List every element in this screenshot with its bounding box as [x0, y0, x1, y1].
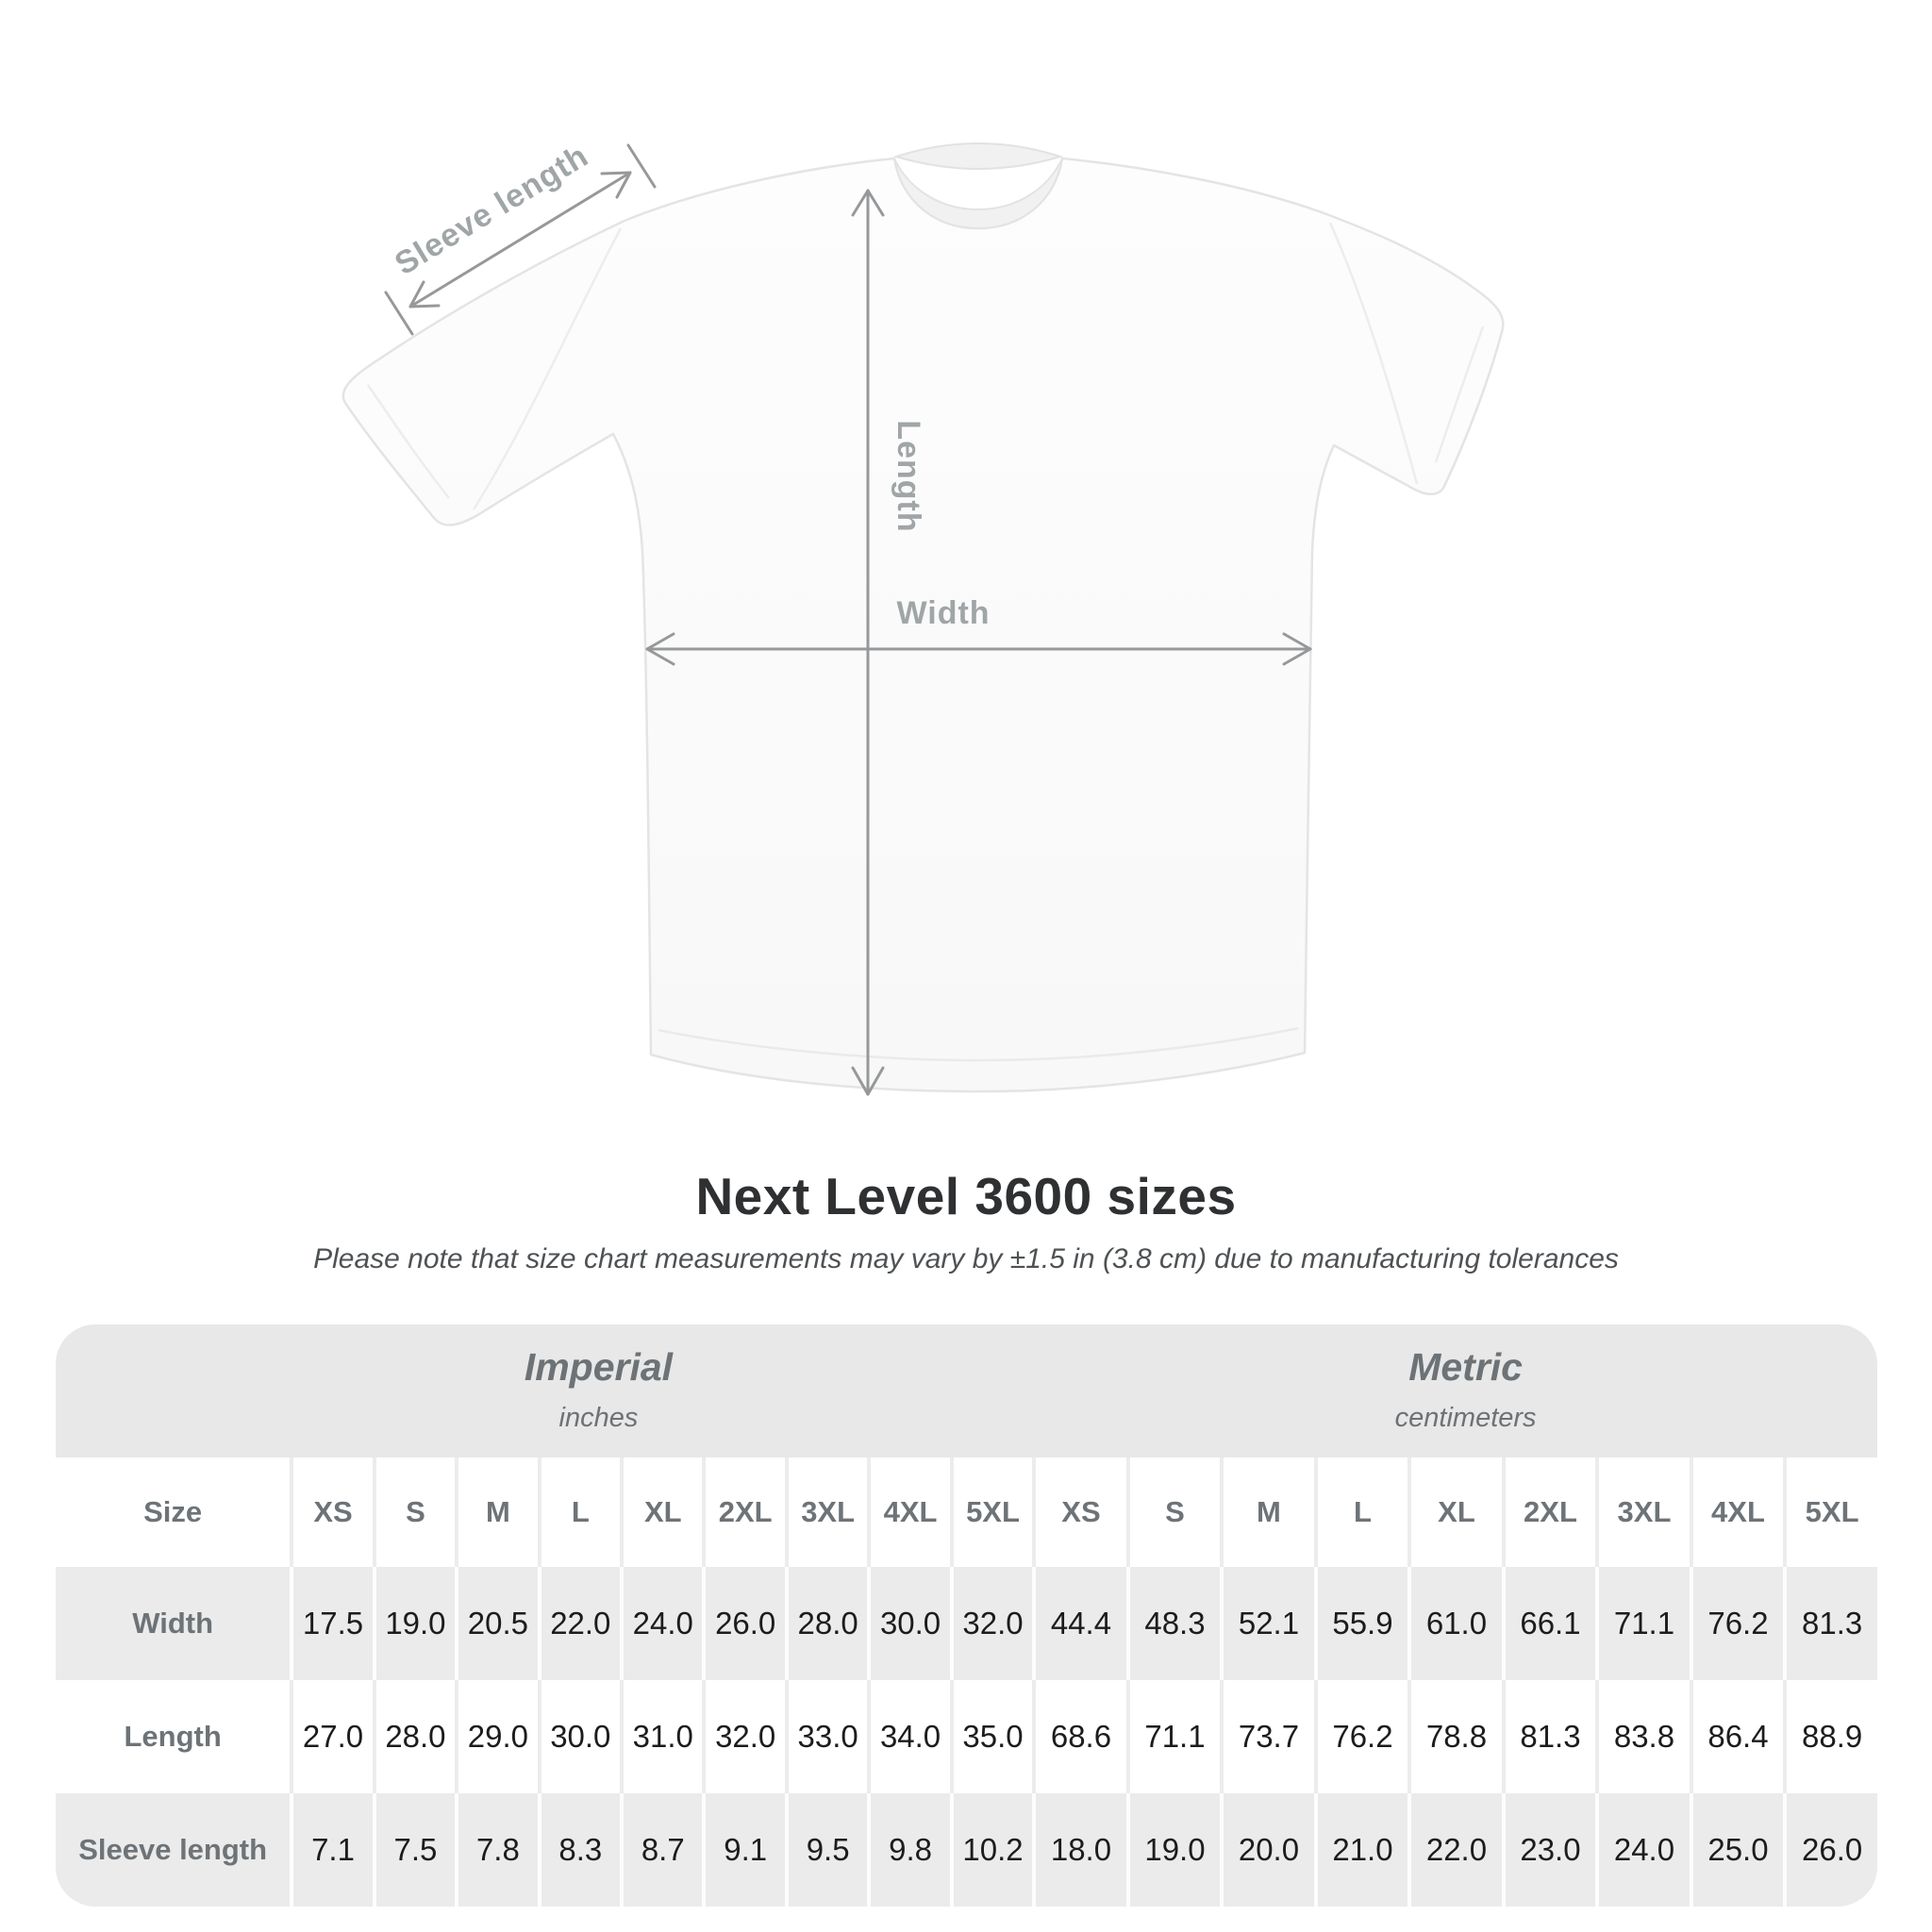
- table-row-sleeve-length: [56, 1793, 1877, 1907]
- page-title: Next Level 3600 sizes: [695, 1167, 1237, 1225]
- metric-header: [1395, 1345, 1537, 1434]
- value-cell: 31.0: [620, 1680, 702, 1793]
- value-cell: 81.3: [1783, 1567, 1877, 1680]
- size-header: L: [538, 1457, 620, 1567]
- value-cell: 20.5: [455, 1567, 537, 1680]
- value-cell: 26.0: [1783, 1793, 1877, 1907]
- value-cell: 83.8: [1595, 1680, 1690, 1793]
- imperial-title: Imperial: [524, 1345, 674, 1389]
- value-cell: 30.0: [867, 1567, 949, 1680]
- value-cell: 20.0: [1220, 1793, 1314, 1907]
- table-row-width: [56, 1567, 1877, 1680]
- size-header: 2XL: [702, 1457, 784, 1567]
- value-cell: 8.7: [620, 1793, 702, 1907]
- value-cell: 61.0: [1407, 1567, 1502, 1680]
- size-header: M: [1220, 1457, 1314, 1567]
- value-cell: 48.3: [1126, 1567, 1221, 1680]
- size-header: XS: [290, 1457, 372, 1567]
- value-cell: 22.0: [538, 1567, 620, 1680]
- size-header: S: [373, 1457, 455, 1567]
- value-cell: 28.0: [785, 1567, 867, 1680]
- size-header: M: [455, 1457, 537, 1567]
- collar: [896, 143, 1060, 169]
- value-cell: 9.5: [785, 1793, 867, 1907]
- value-cell: 22.0: [1407, 1793, 1502, 1907]
- value-cell: 44.4: [1032, 1567, 1126, 1680]
- value-cell: 78.8: [1407, 1680, 1502, 1793]
- imperial-unit: inches: [558, 1403, 639, 1433]
- size-header: XL: [620, 1457, 702, 1567]
- value-cell: 76.2: [1314, 1680, 1408, 1793]
- value-cell: 9.8: [867, 1793, 949, 1907]
- size-column-header: Size: [143, 1495, 203, 1528]
- value-cell: 32.0: [950, 1567, 1032, 1680]
- size-header: 5XL: [1783, 1457, 1877, 1567]
- table-row-length: [56, 1680, 1877, 1793]
- value-cell: 25.0: [1690, 1793, 1784, 1907]
- value-cell: 68.6: [1032, 1680, 1126, 1793]
- metric-title: Metric: [1408, 1345, 1523, 1389]
- value-cell: 73.7: [1220, 1680, 1314, 1793]
- value-cell: 81.3: [1502, 1680, 1596, 1793]
- size-header: 3XL: [1595, 1457, 1690, 1567]
- size-header: L: [1314, 1457, 1408, 1567]
- imperial-header: [525, 1345, 673, 1434]
- width-label: Width: [896, 595, 991, 631]
- value-cell: 18.0: [1032, 1793, 1126, 1907]
- tolerance-note: Please note that size chart measurements may vary by ±1.5 in (3.8 cm) due to manufacturing tolerances: [313, 1243, 1619, 1274]
- metric-unit: centimeters: [1394, 1403, 1537, 1433]
- value-cell: 21.0: [1314, 1793, 1408, 1907]
- size-header: XL: [1407, 1457, 1502, 1567]
- value-cell: 7.5: [373, 1793, 455, 1907]
- sleeve-length-label: Sleeve length: [389, 138, 595, 283]
- value-cell: 24.0: [1595, 1793, 1690, 1907]
- row-label-length: Length: [124, 1720, 222, 1753]
- value-cell: 71.1: [1595, 1567, 1690, 1680]
- value-cell: 86.4: [1690, 1680, 1784, 1793]
- size-header: S: [1126, 1457, 1221, 1567]
- row-label-sleeve-length: Sleeve length: [78, 1833, 268, 1866]
- size-header: 5XL: [950, 1457, 1032, 1567]
- size-header: 3XL: [785, 1457, 867, 1567]
- size-header: 4XL: [1690, 1457, 1784, 1567]
- value-cell: 19.0: [373, 1567, 455, 1680]
- value-cell: 24.0: [620, 1567, 702, 1680]
- value-cell: 27.0: [290, 1680, 372, 1793]
- value-cell: 55.9: [1314, 1567, 1408, 1680]
- value-cell: 9.1: [702, 1793, 784, 1907]
- value-cell: 33.0: [785, 1680, 867, 1793]
- value-cell: 19.0: [1126, 1793, 1221, 1907]
- value-cell: 8.3: [538, 1793, 620, 1907]
- value-cell: 71.1: [1126, 1680, 1221, 1793]
- value-cell: 32.0: [702, 1680, 784, 1793]
- size-header: 2XL: [1502, 1457, 1596, 1567]
- size-header: 4XL: [867, 1457, 949, 1567]
- size-table: [56, 1324, 1877, 1907]
- value-cell: 29.0: [455, 1680, 537, 1793]
- value-cell: 7.1: [290, 1793, 372, 1907]
- units-header-strip: [56, 1324, 1877, 1457]
- value-cell: 26.0: [702, 1567, 784, 1680]
- value-cell: 35.0: [950, 1680, 1032, 1793]
- value-cell: 28.0: [373, 1680, 455, 1793]
- value-cell: 52.1: [1220, 1567, 1314, 1680]
- value-cell: 30.0: [538, 1680, 620, 1793]
- value-cell: 17.5: [290, 1567, 372, 1680]
- size-data-table: [56, 1457, 1877, 1907]
- value-cell: 7.8: [455, 1793, 537, 1907]
- size-header: XS: [1032, 1457, 1126, 1567]
- value-cell: 10.2: [950, 1793, 1032, 1907]
- value-cell: 76.2: [1690, 1567, 1784, 1680]
- value-cell: 34.0: [867, 1680, 949, 1793]
- value-cell: 23.0: [1502, 1793, 1596, 1907]
- value-cell: 66.1: [1502, 1567, 1596, 1680]
- size-header-row: [56, 1457, 1877, 1567]
- row-label-width: Width: [132, 1607, 214, 1640]
- length-label: Length: [891, 420, 926, 533]
- value-cell: 88.9: [1783, 1680, 1877, 1793]
